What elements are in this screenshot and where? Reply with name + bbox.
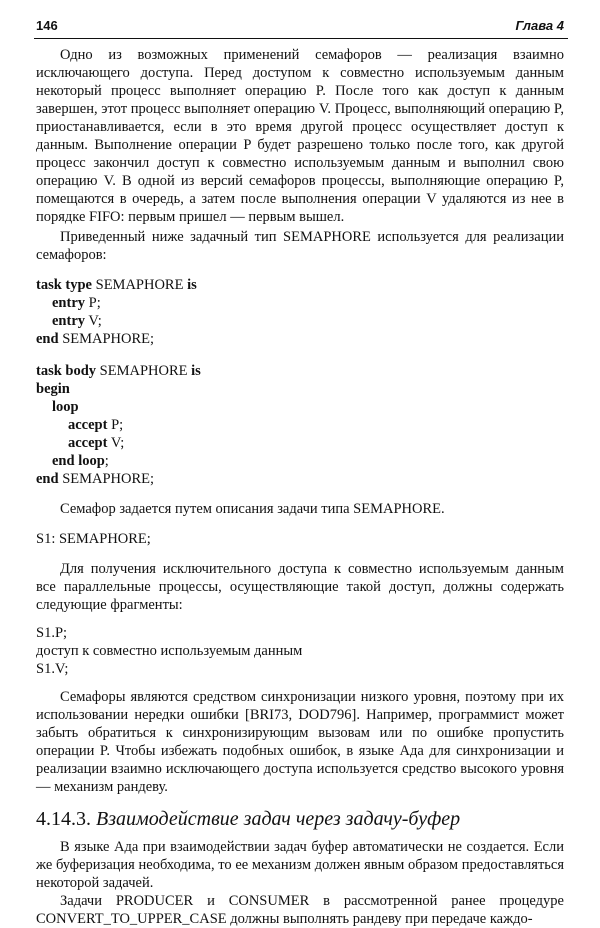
keyword: end loop: [52, 453, 105, 469]
code-block-type: [36, 276, 564, 348]
keyword: begin: [36, 381, 70, 397]
code-line: task body SEMAPHORE is: [36, 363, 201, 379]
keyword: accept: [68, 417, 108, 433]
chapter-title: Глава 4: [515, 18, 564, 33]
paragraph: В языке Ада при взаимодействии задач буфер автоматически не создается. Если же буферизация необходима, то ее механизм должен явным образом предоставляться некоторой задачей.: [36, 839, 564, 891]
keyword: is: [191, 363, 201, 379]
keyword: is: [187, 277, 197, 293]
page-content: [36, 46, 564, 928]
fragment-line: S1.V;: [36, 661, 69, 677]
paragraph: Одно из возможных применений семафоров — реализация взаимно исключающего доступа. Перед доступом к совместно используемым данным некоторый процесс выполняет операцию P. После того как доступ к данным завершен, этот процесс выполняет операцию V. Процесс, выполняющий операцию P, приостанавливается, если в это время другой процесс осуществляет доступ к данным. Выполнение операции P будет разрешено только после того, как другой процесс закончил доступ к совместно используемым данным и выполнил свою операцию V. В одной из версий семафоров процессы, выполняющие операцию P, помещаются в очередь, а затем после выполнения операции V удаляются из нее в порядке FIFO: первым пришел — первым вышел.: [36, 47, 564, 225]
declaration: S1: SEMAPHORE;: [36, 531, 151, 547]
paragraph: Семафоры являются средством синхронизации низкого уровня, поэтому при их использовании нередки ошибки [BRI73, DOD796]. Например, программист может забыть обратиться к синхронизирующим вызовам или по ошибке пропустить операции P. Чтобы избежать подобных ошибок, в языке Ада для синхронизации и реализации взаимно исключающего доступа используется средство высокого уровня — механизм рандеву.: [36, 689, 564, 795]
paragraph: Семафор задается путем описания задачи типа SEMAPHORE.: [60, 501, 445, 517]
code-line: end loop;: [52, 453, 109, 469]
header-rule: [34, 38, 568, 39]
code-line: entry V;: [52, 313, 102, 329]
fragment-line: S1.P;: [36, 625, 68, 641]
keyword: end: [36, 331, 59, 347]
keyword: entry: [52, 295, 86, 311]
code-line: end SEMAPHORE;: [36, 331, 155, 347]
section-number: 4.14.3.: [36, 808, 91, 830]
section-title: Взаимодействие задач через задачу-буфер: [96, 808, 461, 830]
keyword: end: [36, 471, 59, 487]
code-block-body: [36, 362, 564, 488]
paragraph: Для получения исключительного доступа к совместно используемым данным все параллельные процессы, осуществляющие такой доступ, должны содержать следующие фрагменты:: [36, 561, 564, 613]
fragment-line: доступ к совместно используемым данным: [36, 643, 303, 659]
code-line: end SEMAPHORE;: [36, 471, 155, 487]
code-line: entry P;: [52, 295, 101, 311]
keyword: loop: [52, 399, 79, 415]
keyword: task type: [36, 277, 92, 293]
code-line: [36, 398, 564, 416]
keyword: task body: [36, 363, 97, 379]
code-line: accept V;: [68, 435, 125, 451]
page-number: 146: [36, 18, 58, 33]
fragment-block: [36, 624, 564, 678]
paragraph: Приведенный ниже задачный тип SEMAPHORE используется для реализации семафоров:: [36, 229, 564, 263]
paragraph: Задачи PRODUCER и CONSUMER в рассмотренной ранее процедуре CONVERT_TO_UPPER_CASE должны выполнять рандеву при передаче каждо-: [36, 893, 564, 927]
keyword: accept: [68, 435, 108, 451]
code-line: accept P;: [68, 417, 124, 433]
section-heading: [36, 808, 564, 830]
code-line: task type SEMAPHORE is: [36, 277, 197, 293]
code-line: [36, 380, 564, 398]
keyword: entry: [52, 313, 86, 329]
